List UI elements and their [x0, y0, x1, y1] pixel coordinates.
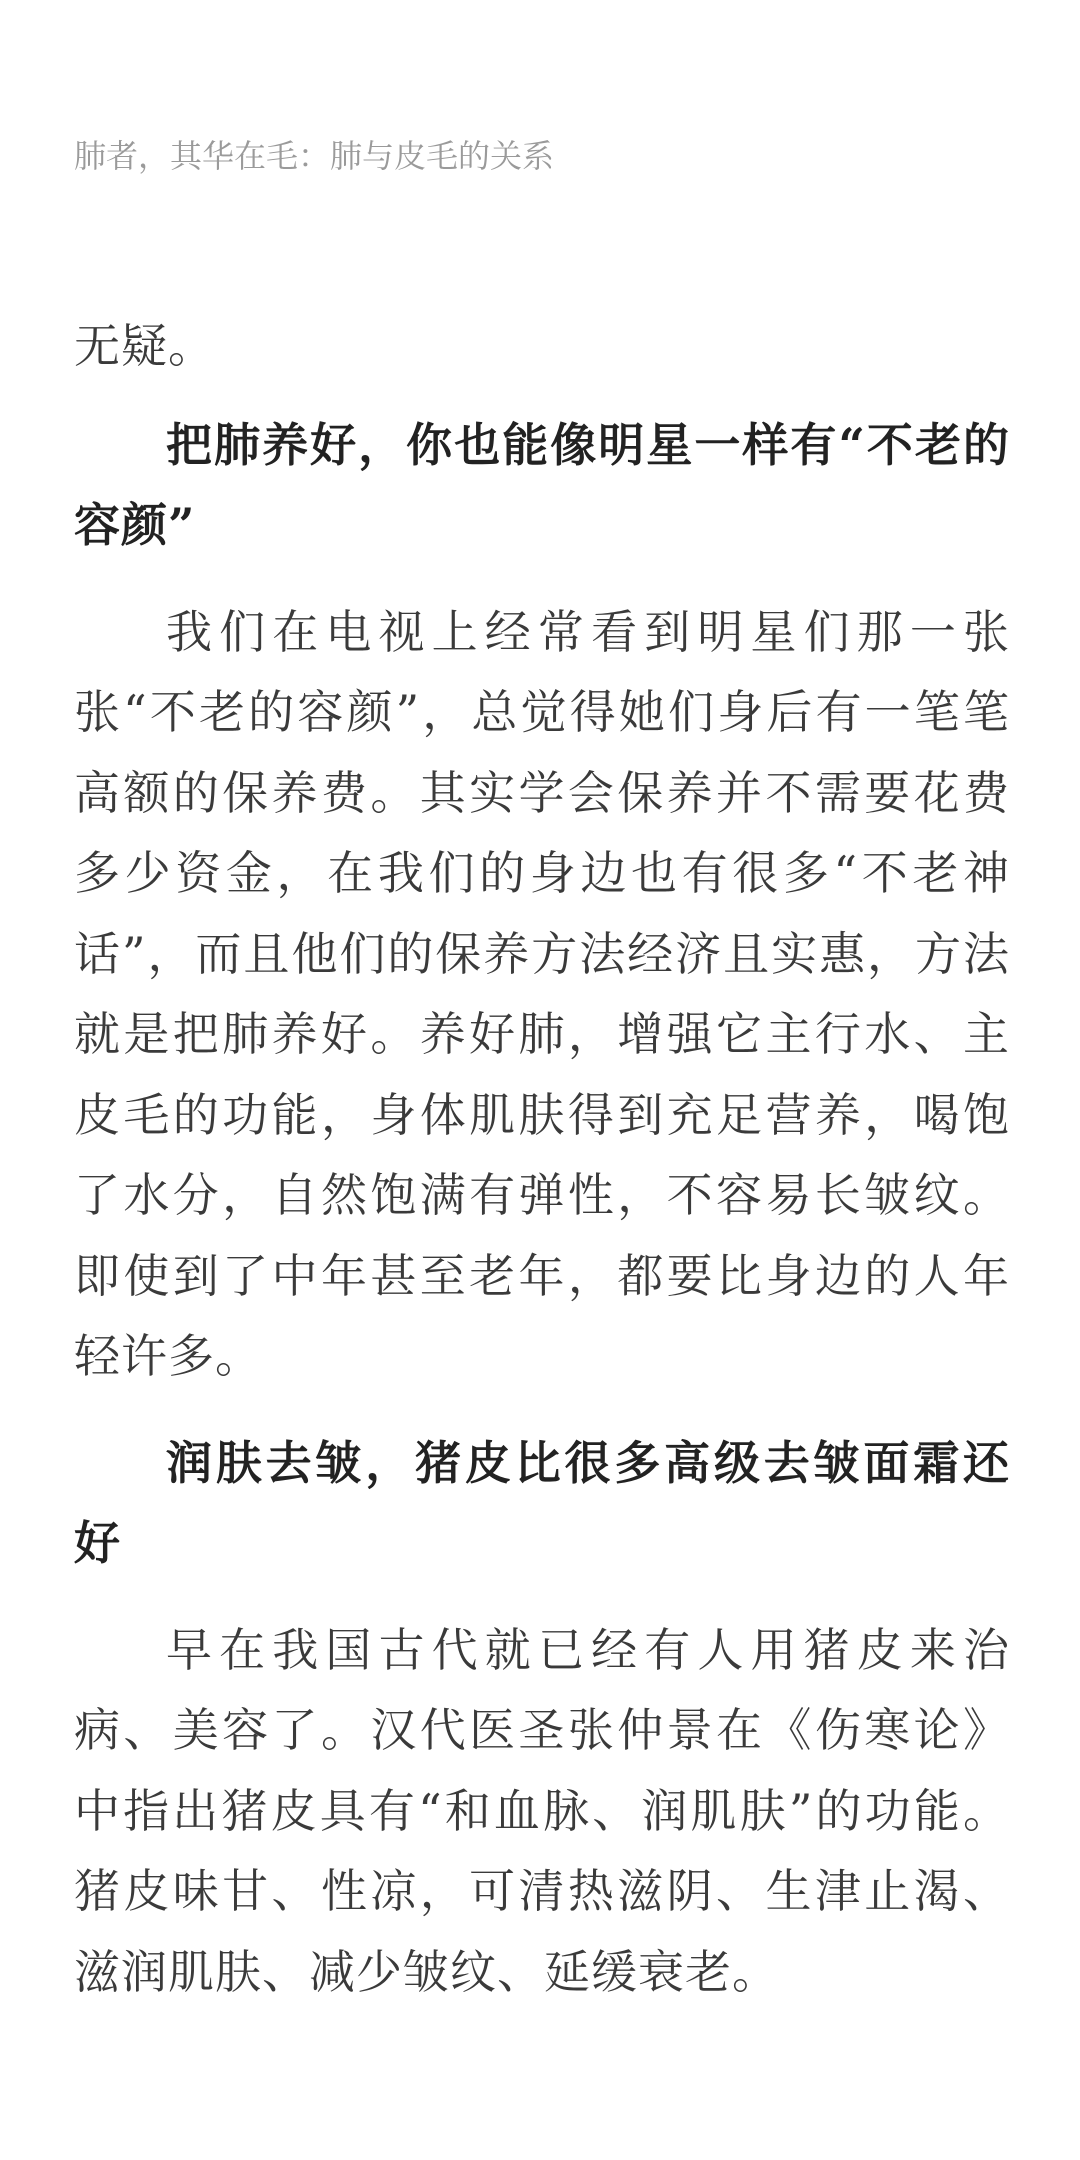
article-body [74, 306, 1010, 2012]
opening-fragment: 无疑。 [74, 319, 215, 373]
section-heading-2: 润肤去皱，猪皮比很多高级去皱面霜还好 [74, 1435, 1010, 1570]
section-paragraph-1: 我们在电视上经常看到明星们那一张张“不老的容颜”，总觉得她们身后有一笔笔高额的保养费。其实学会保养并不需要花费多少资金，在我们的身边也有很多“不老神话”，而且他们的保养方法经济且实惠，方法就是把肺养好。养好肺，增强它主行水、主皮毛的功能，身体肌肤得到充足营养，喝饱了水分，自然饱满有弹性，不容易长皱纹。即使到了中年甚至老年，都要比身边的人年轻许多。 [74, 604, 1010, 1383]
spacer [74, 387, 1010, 405]
section-heading-1: 把肺养好，你也能像明星一样有“不老的容颜” [74, 417, 1010, 552]
spacer [74, 1584, 1010, 1610]
spacer [74, 1397, 1010, 1423]
spacer [74, 566, 1010, 592]
chapter-title: 肺者，其华在毛：肺与皮毛的关系 [74, 137, 555, 175]
section-paragraph-2: 早在我国古代就已经有人用猪皮来治病、美容了。汉代医圣张仲景在《伤寒论》中指出猪皮具有“和血脉、润肌肤”的功能。猪皮味甘、性凉，可清热滋阴、生津止渴、滋润肌肤、减少皱纹、延缓衰老。 [74, 1622, 1010, 1999]
